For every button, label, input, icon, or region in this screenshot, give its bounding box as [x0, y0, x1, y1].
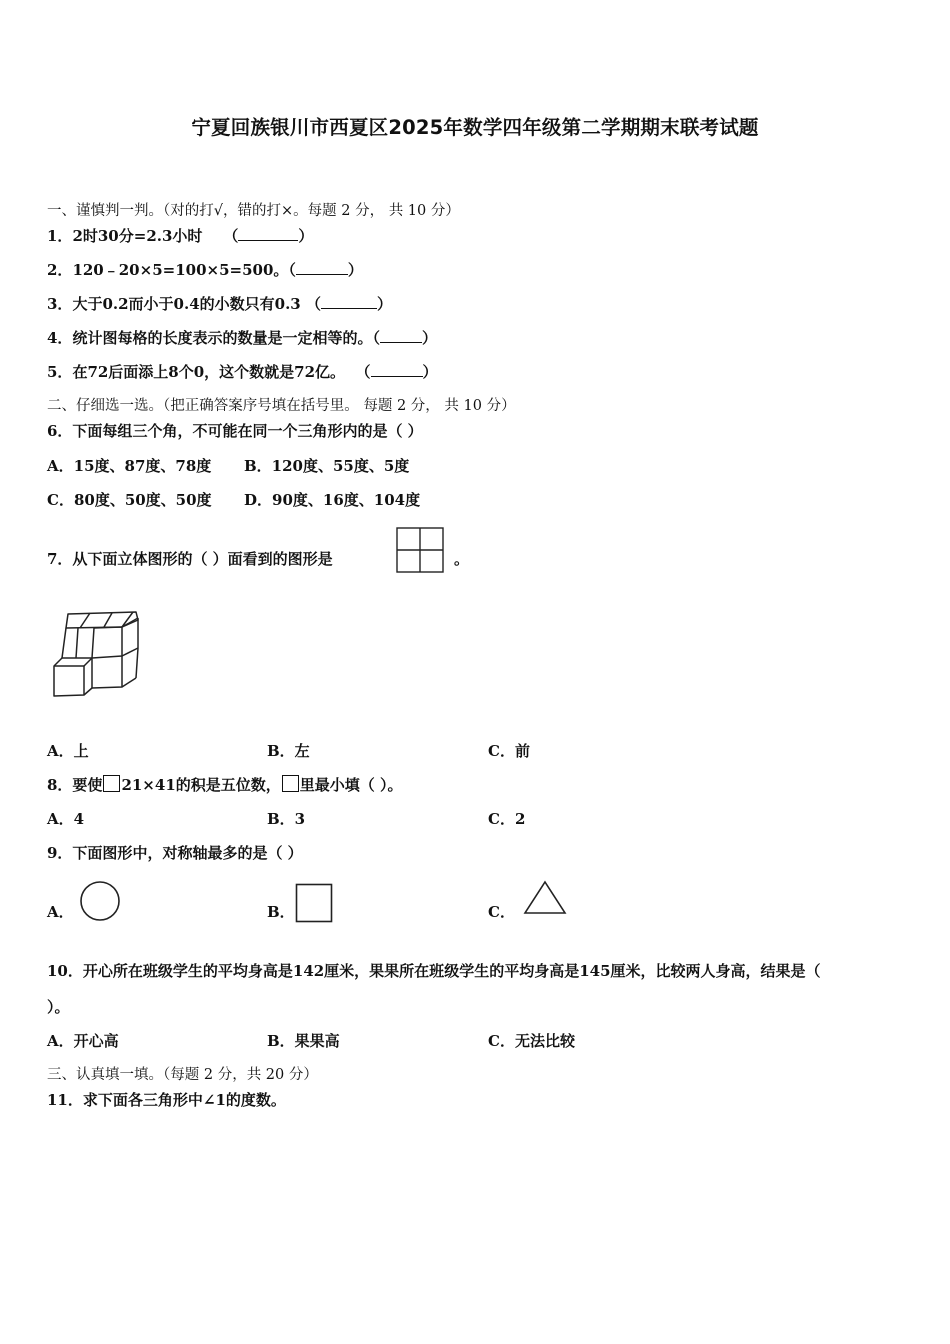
option-9b[interactable]: B． [267, 903, 295, 921]
question-9: 9．下面图形中，对称轴最多的是（ ） [47, 844, 303, 862]
section3-heading: 三、认真填一填。（每题 2 分，共 20 分） [47, 1067, 318, 1083]
question-8: 8．要使 21×41的积是五位数， 里最小填（ ）。 [47, 776, 403, 794]
answer-blank[interactable] [321, 294, 377, 309]
option-7b[interactable]: B．左 [267, 742, 310, 760]
answer-blank[interactable] [238, 226, 298, 241]
option-6d[interactable]: D．90度、16度、104度 [244, 491, 421, 509]
answer-blank[interactable] [380, 328, 422, 343]
option-8a[interactable]: A．4 [47, 810, 85, 828]
option-7a[interactable]: A．上 [47, 742, 89, 760]
option-9a[interactable]: A． [47, 903, 74, 921]
triangle-shape [523, 880, 567, 916]
cube-solid-figure [50, 608, 145, 700]
section2-heading: 二、仔细选一选。（把正确答案序号填在括号里。 每题 2 分， 共 10 分） [47, 398, 516, 414]
option-10c[interactable]: C．无法比较 [488, 1032, 575, 1050]
question-10-cont: ）。 [47, 998, 70, 1016]
blank-square [282, 775, 299, 792]
option-8b[interactable]: B．3 [267, 810, 306, 828]
question-3: 3．大于0.2而小于0.4的小数只有0.3 （ ） [47, 295, 392, 313]
circle-shape [79, 880, 121, 922]
option-8c[interactable]: C．2 [488, 810, 526, 828]
question-7: 7．从下面立体图形的（ ）面看到的图形是 [47, 550, 333, 568]
section1-heading: 一、谨慎判一判。（对的打√，错的打×。每题 2 分， 共 10 分） [47, 203, 460, 219]
option-10b[interactable]: B．果果高 [267, 1032, 340, 1050]
option-6a[interactable]: A．15度、87度、78度 [47, 457, 212, 475]
option-6c[interactable]: C．80度、50度、50度 [47, 491, 212, 509]
grid-view-figure [396, 527, 444, 573]
question-10: 10．开心所在班级学生的平均身高是142厘米，果果所在班级学生的平均身高是145厘米，比较两人身高，结果是（ [47, 962, 821, 980]
answer-blank[interactable] [296, 260, 348, 275]
option-10a[interactable]: A．开心高 [47, 1032, 119, 1050]
question-11: 11．求下面各三角形中∠1的度数。 [47, 1091, 286, 1109]
option-7c[interactable]: C．前 [488, 742, 530, 760]
question-6: 6．下面每组三个角，不可能在同一个三角形内的是（ ） [47, 422, 423, 440]
square-shape [295, 883, 333, 923]
option-9c[interactable]: C． [488, 903, 515, 921]
question-1: 1．2时30分=2.3小时 （ ） [47, 227, 314, 245]
answer-blank[interactable] [371, 362, 423, 377]
question-4: 4．统计图每格的长度表示的数量是一定相等的。（ ） [47, 329, 437, 347]
question-2: 2．120﹣20×5=100×5=500。（ ） [47, 261, 363, 279]
page-title: 宁夏回族银川市西夏区2025年数学四年级第二学期期末联考试题 [191, 116, 759, 139]
option-6b[interactable]: B．120度、55度、5度 [244, 457, 410, 475]
question-7-end: 。 [454, 550, 470, 568]
question-5: 5．在72后面添上8个0，这个数就是72亿。 （ ） [47, 363, 438, 381]
blank-square [103, 775, 120, 792]
